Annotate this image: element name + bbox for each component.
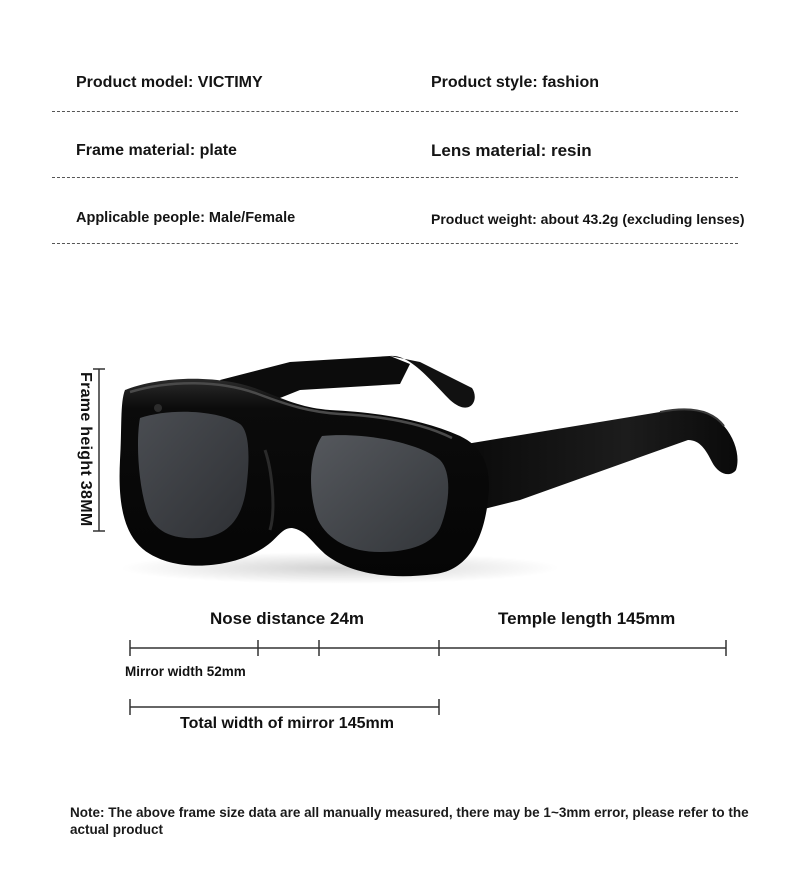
total-width-label: Total width of mirror 145mm (180, 715, 394, 732)
measurement-lines (0, 630, 790, 720)
divider-2 (52, 177, 738, 178)
mirror-width-label: Mirror width 52mm (125, 664, 246, 679)
frame-height-label: Frame height 38MM (77, 371, 94, 527)
divider-3 (52, 243, 738, 244)
divider-1 (52, 111, 738, 112)
spec-lens-material: Lens material: resin (431, 141, 592, 160)
spec-product-weight: Product weight: about 43.2g (excluding lenses) (431, 211, 745, 227)
nose-distance-label: Nose distance 24m (210, 609, 365, 628)
spec-product-model: Product model: VICTIMY (76, 74, 263, 91)
measurement-note: Note: The above frame size data are all manually measured, there may be 1~3mm error, please refer to the actual product (70, 805, 749, 837)
spec-applicable-people: Applicable people: Male/Female (76, 210, 296, 226)
sunglasses-image (100, 340, 750, 590)
spec-product-style: Product style: fashion (431, 74, 600, 91)
temple-length-label: Temple length 145mm (498, 609, 676, 628)
spec-frame-material: Frame material: plate (76, 142, 237, 159)
